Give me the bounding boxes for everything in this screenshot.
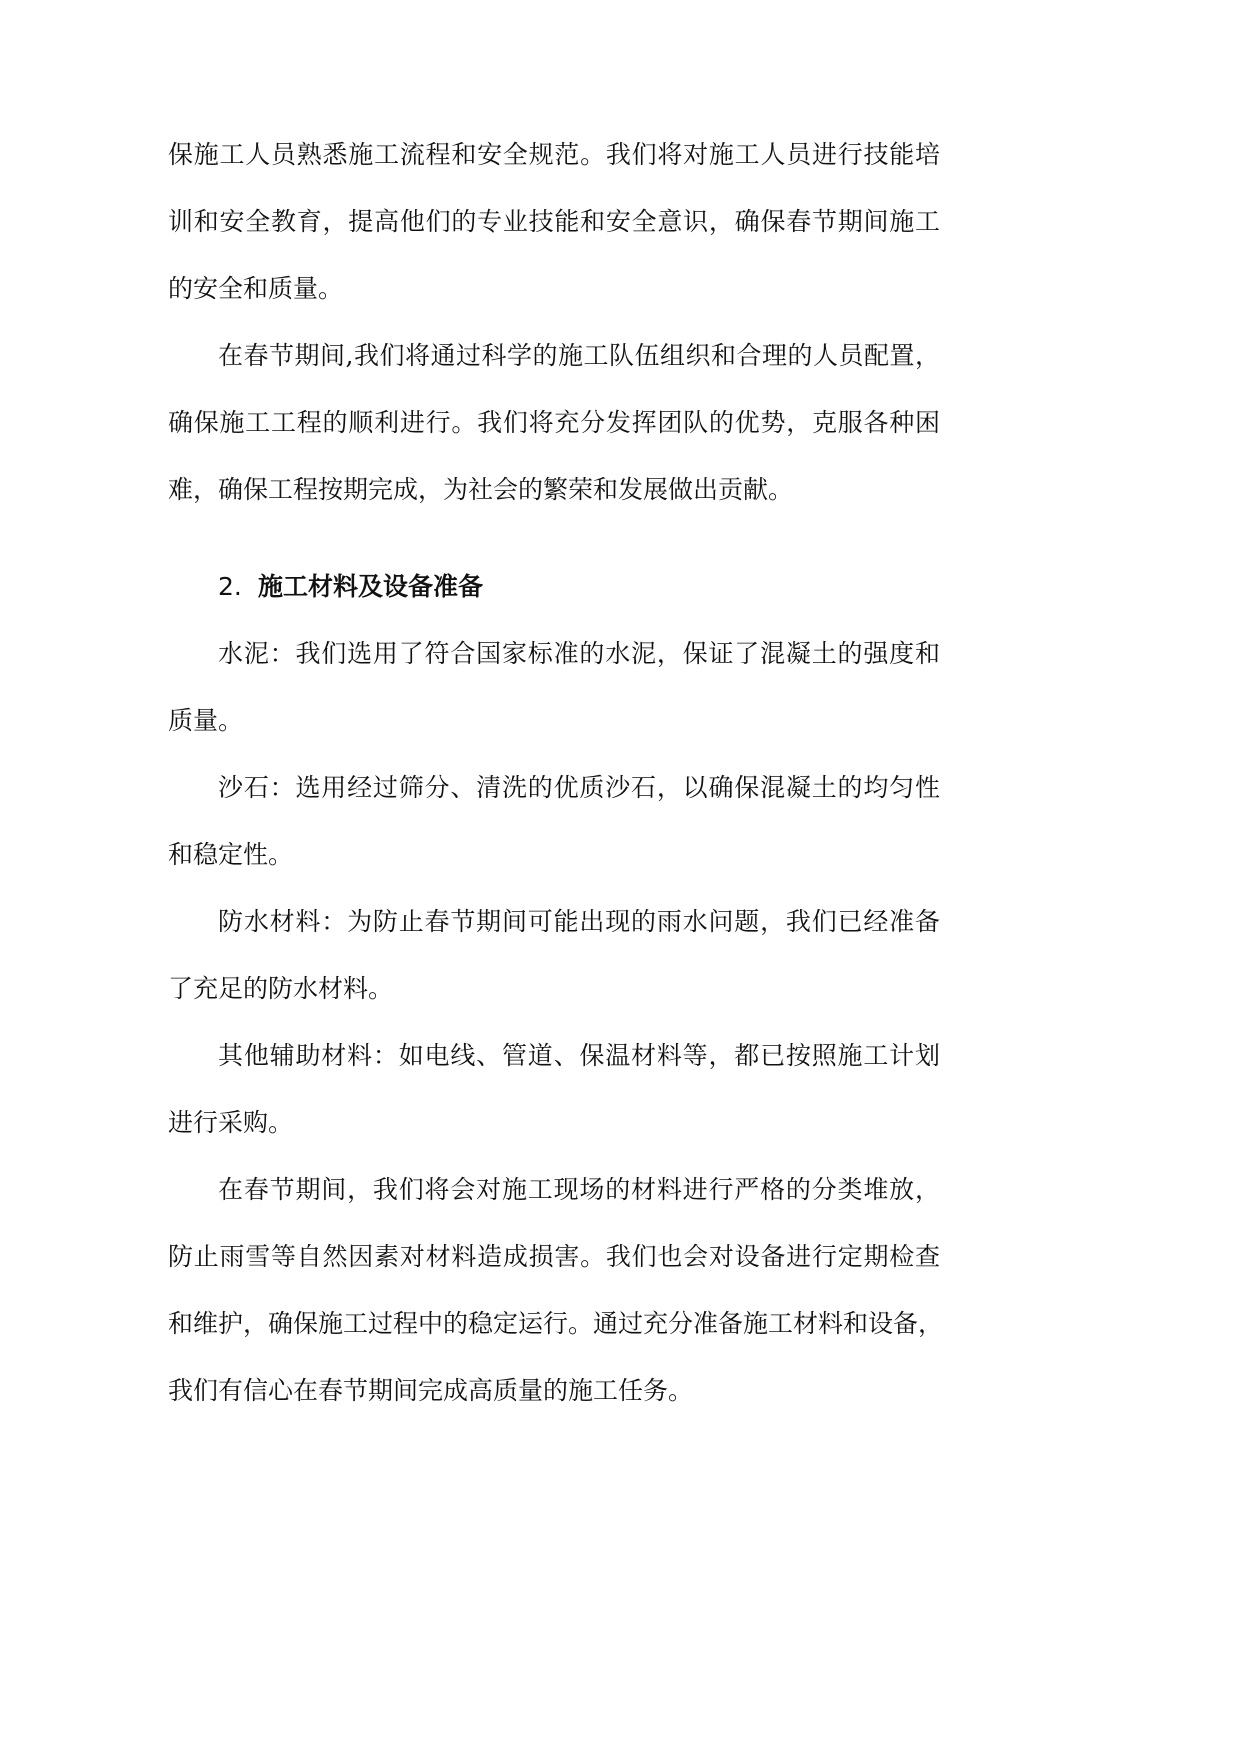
document-body bbox=[168, 121, 944, 1424]
paragraph bbox=[168, 1156, 944, 1424]
paragraph bbox=[168, 1022, 940, 1156]
paragraph-line: 防止雨雪等自然因素对材料造成损害。我们也会对设备进行定期检查 bbox=[168, 1242, 940, 1271]
section-heading bbox=[168, 553, 940, 620]
paragraph-line: 我们有信心在春节期间完成高质量的施工任务。 bbox=[168, 1376, 694, 1405]
paragraph-line: 其他辅助材料：如电线、管道、保温材料等，都已按照施工计划 bbox=[218, 1041, 940, 1070]
section-number: 2. bbox=[218, 572, 242, 601]
paragraph-line: 进行采购。 bbox=[168, 1108, 294, 1137]
paragraph bbox=[168, 322, 940, 523]
paragraph-line: 质量。 bbox=[168, 706, 244, 735]
paragraph-line: 水泥：我们选用了符合国家标准的水泥，保证了混凝土的强度和 bbox=[218, 639, 940, 668]
paragraph bbox=[168, 121, 940, 322]
paragraph-line: 难，确保工程按期完成，为社会的繁荣和发展做出贡献。 bbox=[168, 475, 794, 504]
paragraph-line: 和维护，确保施工过程中的稳定运行。通过充分准备施工材料和设备， bbox=[168, 1309, 944, 1338]
paragraph-line: 防水材料：为防止春节期间可能出现的雨水问题，我们已经准备 bbox=[218, 907, 940, 936]
section-title: 施工材料及设备准备 bbox=[258, 572, 484, 601]
paragraph-line: 在春节期间，我们将会对施工现场的材料进行严格的分类堆放， bbox=[218, 1175, 940, 1204]
paragraph bbox=[168, 620, 940, 754]
paragraph-line: 训和安全教育，提高他们的专业技能和安全意识，确保春节期间施工 bbox=[168, 207, 940, 236]
paragraph-line: 了充足的防水材料。 bbox=[168, 974, 394, 1003]
paragraph-line: 在春节期间,我们将通过科学的施工队伍组织和合理的人员配置， bbox=[218, 341, 940, 370]
paragraph bbox=[168, 754, 940, 888]
paragraph-line: 的安全和质量。 bbox=[168, 274, 344, 303]
paragraph-line: 沙石：选用经过筛分、清洗的优质沙石，以确保混凝土的均匀性 bbox=[218, 773, 940, 802]
paragraph-line: 保施工人员熟悉施工流程和安全规范。我们将对施工人员进行技能培 bbox=[168, 140, 940, 169]
paragraph-line: 确保施工工程的顺利进行。我们将充分发挥团队的优势，克服各种困 bbox=[168, 408, 940, 437]
paragraph bbox=[168, 888, 940, 1022]
paragraph-line: 和稳定性。 bbox=[168, 840, 294, 869]
